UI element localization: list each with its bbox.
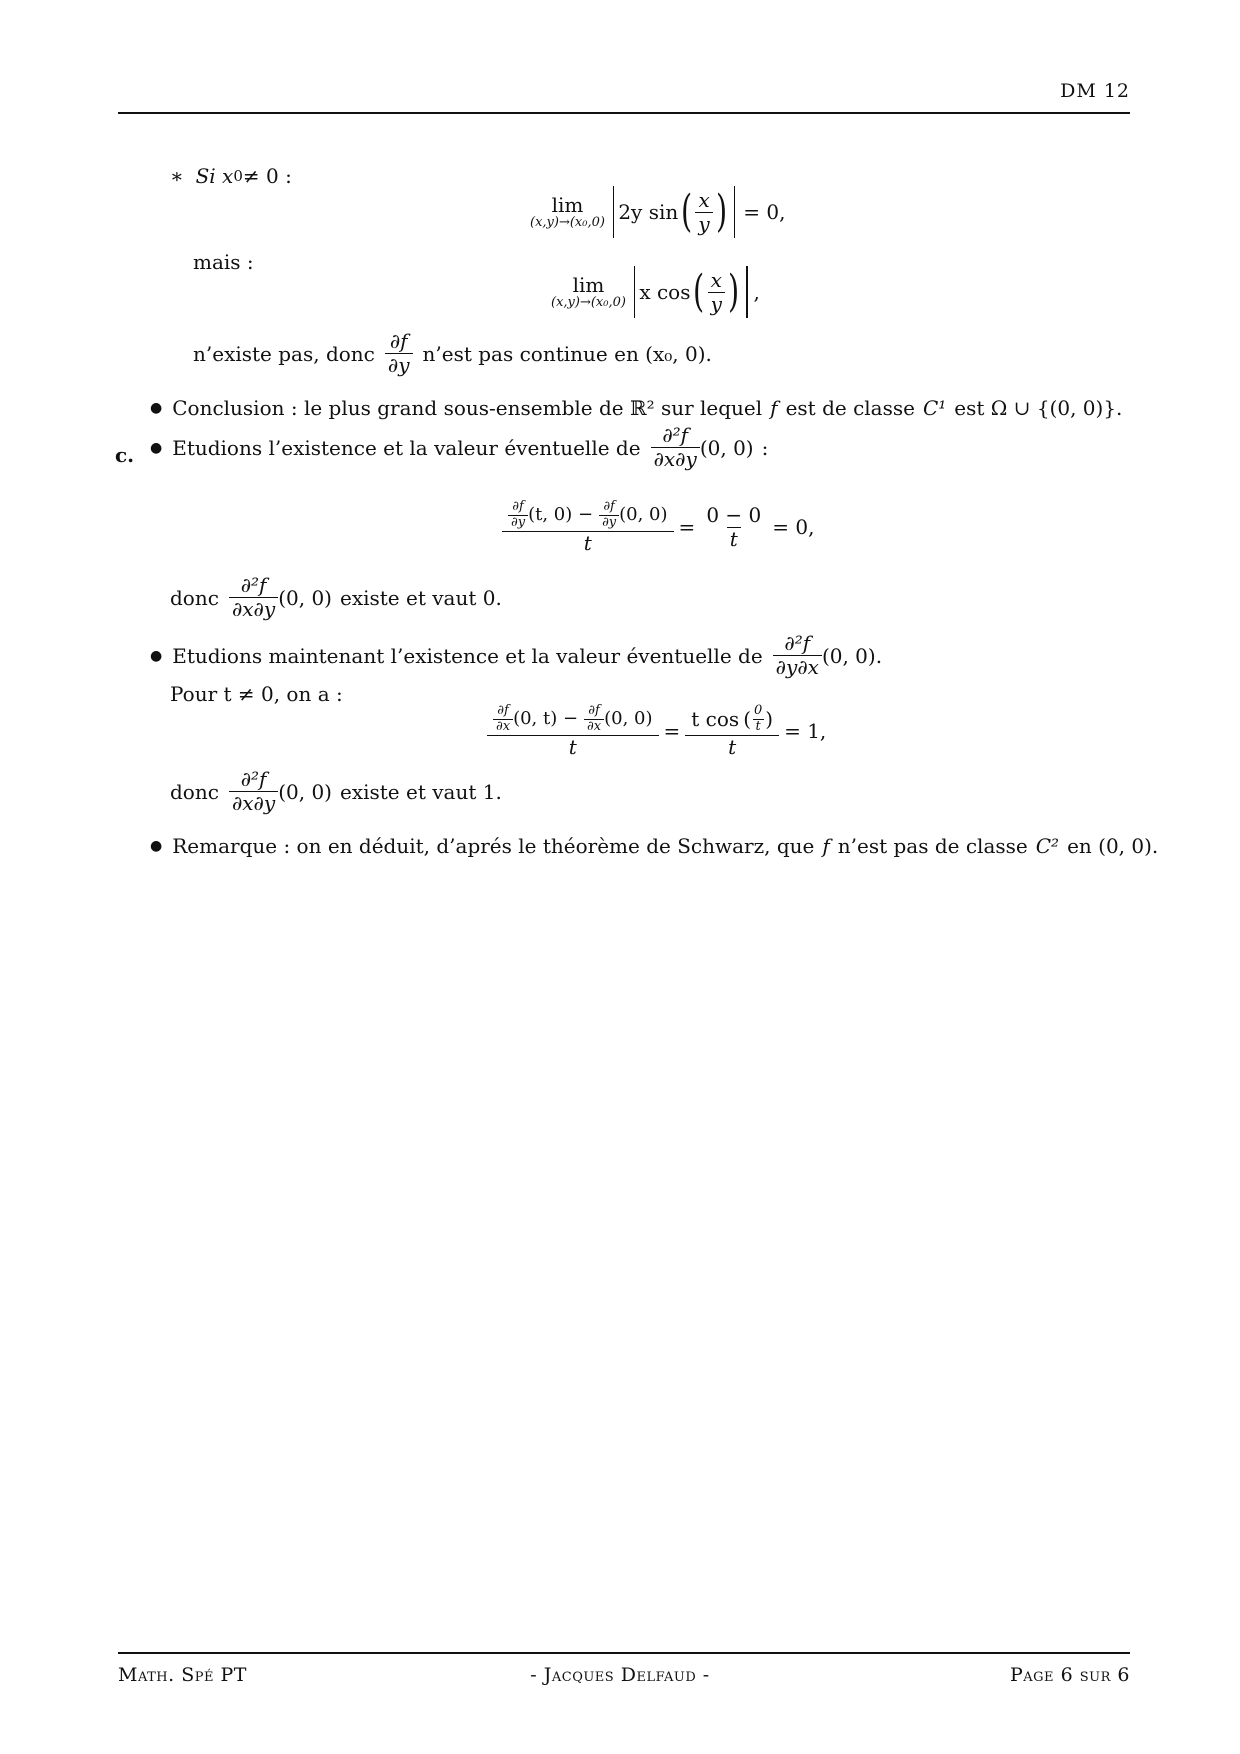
equation-1: $\frac{\partial f}{\partial y}$ (t, 0) − $\frac{\partial f}{\partial y}$ (0, 0) t = $\frac{0 - 0}{t}$ = 0,: [505, 500, 814, 555]
limit-2: lim (x,y)→(x₀,0) x cos ( $\frac{x}{y}$ ) ,: [551, 266, 760, 317]
equation-2: $\frac{\partial f}{\partial x}$ (0, t) − $\frac{\partial f}{\partial x}$ (0, 0) t = t cos ( $\frac{0}{t}$ ) t = 1,: [490, 704, 826, 759]
header-rule: [118, 112, 1130, 114]
header-title: DM 12: [1060, 80, 1130, 102]
etud2-item: ● Etudions maintenant l’existence et la valeur éventuelle de $\frac{\text{∂²f}}{\partial y\partial x}$ (0, 0) .: [150, 631, 883, 679]
remarque-item: ● Remarque : on en déduit, d’aprés le théorème de Schwarz, que f n’est pas de classe C² en (0, 0).: [150, 834, 1159, 858]
footer-left: Math. Spé PT: [118, 1664, 247, 1686]
limit-1-expr: 2y sin: [618, 200, 679, 224]
pour-line: Pour t ≠ 0, on a :: [170, 682, 343, 706]
conclusion-item: ● Conclusion : le plus grand sous-ensemble de ℝ² sur lequel f est de classe C¹ est Ω ∪ {(0, 0)}.: [150, 396, 1123, 420]
bullet: ●: [150, 400, 163, 416]
donc-2: donc $\frac{\text{∂²f}}{\partial x\partial y}$ (0, 0) existe et vaut 1.: [170, 767, 502, 815]
case-marker: ∗: [170, 164, 184, 188]
limit-1: lim (x,y)→(x₀,0) 2y sin ( $\frac{x}{y}$ ) = 0,: [530, 186, 786, 237]
footer-rule: [118, 1652, 1130, 1654]
limit-2-tail: ,: [753, 280, 760, 304]
limit-1-frac: $\frac{x}{y}$: [695, 189, 712, 236]
nexiste-line: n’existe pas, donc $\frac{\partial f}{\partial y}$ n’est pas continue en (x₀, 0).: [193, 329, 712, 377]
case-tail: ≠ 0 :: [242, 164, 292, 188]
limit-2-frac: $\frac{x}{y}$: [708, 269, 725, 316]
footer-center: - Jacques Delfaud -: [530, 1664, 710, 1686]
case-label: Si x: [195, 164, 234, 188]
case-line: [170, 164, 292, 188]
part-c-label: c.: [115, 443, 135, 467]
limit-2-expr: x cos: [639, 280, 691, 304]
mais-label: mais :: [193, 250, 254, 274]
limit-1-tail: = 0,: [743, 200, 786, 224]
donc-1: donc $\frac{\text{∂²f}}{\partial x\partial y}$ (0, 0) existe et vaut 0.: [170, 573, 502, 621]
case-sub: 0: [233, 167, 243, 185]
limit-2-op: lim (x,y)→(x₀,0): [551, 272, 626, 310]
footer-right: Page 6 sur 6: [1010, 1664, 1130, 1686]
etud1-item: ● Etudions l’existence et la valeur éventuelle de $\frac{\text{∂²f}}{\partial x\partial y}$ (0, 0) :: [150, 423, 769, 471]
limit-1-op: lim (x,y)→(x₀,0): [530, 192, 605, 230]
